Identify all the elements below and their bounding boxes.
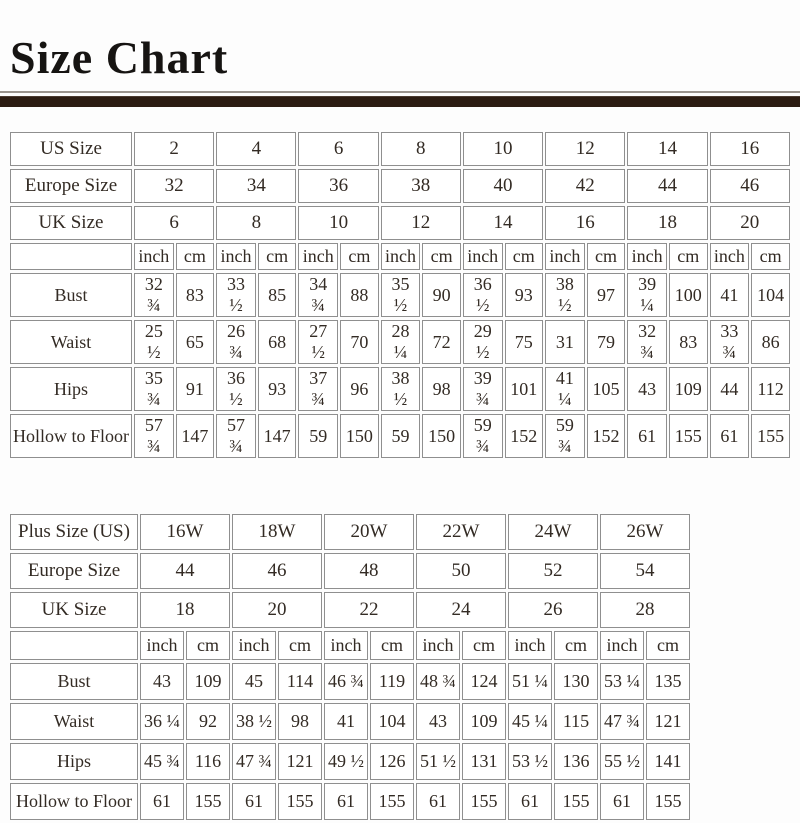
size-header-row [10, 553, 690, 589]
measure-inch-cell: 36 ¼ [140, 703, 184, 740]
measure-row [10, 663, 690, 700]
size-cell: 4 [216, 132, 296, 166]
measure-cm-cell: 88 [340, 273, 379, 317]
unit-cm-header: cm [505, 243, 544, 270]
measure-inch-cell: 29 ½ [463, 320, 503, 364]
measure-cm-cell: 101 [505, 367, 544, 411]
measure-cm-cell: 152 [587, 414, 626, 458]
measure-inch-cell: 41 ¼ [545, 367, 585, 411]
measure-cm-cell: 109 [186, 663, 230, 700]
tables-section [0, 129, 800, 823]
unit-inch-header: inch [416, 631, 460, 660]
size-cell: 16 [545, 206, 625, 240]
unit-cm-header: cm [340, 243, 379, 270]
unit-inch-header: inch [140, 631, 184, 660]
standard-size-table [8, 129, 792, 461]
size-cell: 40 [463, 169, 543, 203]
page-header [0, 0, 800, 107]
row-label: Waist [10, 320, 132, 364]
measure-cm-cell: 155 [462, 783, 506, 820]
measure-inch-cell: 49 ½ [324, 743, 368, 780]
row-label: Bust [10, 273, 132, 317]
measure-cm-cell: 136 [554, 743, 598, 780]
size-cell: 46 [710, 169, 790, 203]
measure-cm-cell: 92 [186, 703, 230, 740]
measure-inch-cell: 32 ¾ [134, 273, 174, 317]
size-cell: 26W [600, 514, 690, 550]
measure-inch-cell: 47 ¾ [600, 703, 644, 740]
measure-inch-cell: 38 ½ [381, 367, 421, 411]
measure-cm-cell: 97 [587, 273, 626, 317]
measure-cm-cell: 85 [258, 273, 297, 317]
size-cell: 22W [416, 514, 506, 550]
measure-cm-cell: 98 [278, 703, 322, 740]
row-label-empty [10, 243, 132, 270]
size-cell: 16 [710, 132, 790, 166]
measure-inch-cell: 53 ¼ [600, 663, 644, 700]
size-cell: 20W [324, 514, 414, 550]
size-cell: 50 [416, 553, 506, 589]
measure-row [10, 320, 790, 364]
measure-row [10, 414, 790, 458]
measure-cm-cell: 83 [176, 273, 215, 317]
measure-inch-cell: 33 ¾ [710, 320, 750, 364]
measure-cm-cell: 86 [751, 320, 790, 364]
measure-inch-cell: 31 [545, 320, 585, 364]
unit-inch-header: inch [627, 243, 667, 270]
measure-inch-cell: 39 ¼ [627, 273, 667, 317]
measure-cm-cell: 93 [258, 367, 297, 411]
measure-inch-cell: 59 ¾ [545, 414, 585, 458]
row-label: Waist [10, 703, 138, 740]
size-cell: 18 [140, 592, 230, 628]
row-label: Bust [10, 663, 138, 700]
row-label: UK Size [10, 206, 132, 240]
size-cell: 8 [381, 132, 461, 166]
measure-cm-cell: 135 [646, 663, 690, 700]
measure-cm-cell: 115 [554, 703, 598, 740]
measure-inch-cell: 44 [710, 367, 750, 411]
measure-inch-cell: 37 ¾ [298, 367, 338, 411]
measure-cm-cell: 83 [669, 320, 708, 364]
row-label: Europe Size [10, 553, 138, 589]
unit-inch-header: inch [600, 631, 644, 660]
size-cell: 12 [545, 132, 625, 166]
measure-cm-cell: 72 [422, 320, 461, 364]
unit-cm-header: cm [587, 243, 626, 270]
measure-inch-cell: 38 ½ [232, 703, 276, 740]
measure-inch-cell: 25 ½ [134, 320, 174, 364]
measure-row [10, 367, 790, 411]
size-cell: 18W [232, 514, 322, 550]
size-header-row [10, 592, 690, 628]
unit-inch-header: inch [381, 243, 421, 270]
header-rule-thick [0, 96, 800, 107]
measure-cm-cell: 155 [554, 783, 598, 820]
measure-cm-cell: 75 [505, 320, 544, 364]
unit-inch-header: inch [216, 243, 256, 270]
size-cell: 48 [324, 553, 414, 589]
measure-cm-cell: 105 [587, 367, 626, 411]
size-cell: 28 [600, 592, 690, 628]
row-label: Hips [10, 367, 132, 411]
unit-cm-header: cm [554, 631, 598, 660]
size-cell: 24W [508, 514, 598, 550]
measure-inch-cell: 61 [324, 783, 368, 820]
measure-inch-cell: 53 ½ [508, 743, 552, 780]
measure-inch-cell: 36 ½ [216, 367, 256, 411]
unit-cm-header: cm [258, 243, 297, 270]
unit-inch-header: inch [232, 631, 276, 660]
size-header-row [10, 132, 790, 166]
unit-inch-header: inch [545, 243, 585, 270]
row-label: Plus Size (US) [10, 514, 138, 550]
size-cell: 26 [508, 592, 598, 628]
size-cell: 20 [232, 592, 322, 628]
row-label: US Size [10, 132, 132, 166]
measure-inch-cell: 61 [627, 414, 667, 458]
measure-inch-cell: 47 ¾ [232, 743, 276, 780]
measure-cm-cell: 126 [370, 743, 414, 780]
measure-inch-cell: 36 ½ [463, 273, 503, 317]
size-cell: 36 [298, 169, 378, 203]
size-cell: 16W [140, 514, 230, 550]
measure-inch-cell: 33 ½ [216, 273, 256, 317]
measure-inch-cell: 43 [627, 367, 667, 411]
measure-cm-cell: 114 [278, 663, 322, 700]
measure-inch-cell: 61 [232, 783, 276, 820]
measure-row [10, 273, 790, 317]
measure-cm-cell: 155 [751, 414, 790, 458]
unit-inch-header: inch [134, 243, 174, 270]
row-label: Hips [10, 743, 138, 780]
size-cell: 20 [710, 206, 790, 240]
size-cell: 6 [298, 132, 378, 166]
measure-row [10, 703, 690, 740]
unit-cm-header: cm [646, 631, 690, 660]
measure-inch-cell: 46 ¾ [324, 663, 368, 700]
size-cell: 42 [545, 169, 625, 203]
size-header-row [10, 169, 790, 203]
measure-cm-cell: 121 [278, 743, 322, 780]
measure-cm-cell: 147 [176, 414, 215, 458]
measure-inch-cell: 45 [232, 663, 276, 700]
unit-cm-header: cm [751, 243, 790, 270]
measure-inch-cell: 41 [710, 273, 750, 317]
measure-inch-cell: 39 ¾ [463, 367, 503, 411]
size-cell: 2 [134, 132, 214, 166]
size-cell: 14 [627, 132, 707, 166]
unit-cm-header: cm [176, 243, 215, 270]
measure-cm-cell: 98 [422, 367, 461, 411]
size-cell: 46 [232, 553, 322, 589]
measure-inch-cell: 26 ¾ [216, 320, 256, 364]
unit-header-row [10, 631, 690, 660]
measure-inch-cell: 59 [381, 414, 421, 458]
size-header-row [10, 514, 690, 550]
size-cell: 22 [324, 592, 414, 628]
size-cell: 6 [134, 206, 214, 240]
measure-inch-cell: 61 [600, 783, 644, 820]
measure-inch-cell: 35 ½ [381, 273, 421, 317]
size-cell: 18 [627, 206, 707, 240]
measure-cm-cell: 112 [751, 367, 790, 411]
measure-cm-cell: 100 [669, 273, 708, 317]
size-cell: 44 [627, 169, 707, 203]
measure-cm-cell: 131 [462, 743, 506, 780]
size-cell: 12 [381, 206, 461, 240]
measure-inch-cell: 61 [416, 783, 460, 820]
measure-cm-cell: 70 [340, 320, 379, 364]
measure-cm-cell: 141 [646, 743, 690, 780]
measure-inch-cell: 59 ¾ [463, 414, 503, 458]
plus-size-table [8, 511, 792, 823]
page-title: Size Chart [10, 32, 229, 83]
header-rule-thin [0, 91, 800, 93]
measure-inch-cell: 34 ¾ [298, 273, 338, 317]
measure-inch-cell: 51 ½ [416, 743, 460, 780]
measure-cm-cell: 155 [370, 783, 414, 820]
measure-row [10, 783, 690, 820]
size-cell: 14 [463, 206, 543, 240]
size-cell: 52 [508, 553, 598, 589]
row-label: Europe Size [10, 169, 132, 203]
measure-inch-cell: 57 ¾ [134, 414, 174, 458]
measure-cm-cell: 91 [176, 367, 215, 411]
unit-cm-header: cm [370, 631, 414, 660]
measure-cm-cell: 150 [340, 414, 379, 458]
measure-cm-cell: 124 [462, 663, 506, 700]
measure-cm-cell: 155 [278, 783, 322, 820]
measure-inch-cell: 32 ¾ [627, 320, 667, 364]
measure-cm-cell: 96 [340, 367, 379, 411]
row-label: Hollow to Floor [10, 783, 138, 820]
unit-cm-header: cm [422, 243, 461, 270]
measure-inch-cell: 35 ¾ [134, 367, 174, 411]
measure-cm-cell: 152 [505, 414, 544, 458]
measure-cm-cell: 65 [176, 320, 215, 364]
measure-row [10, 743, 690, 780]
row-label: Hollow to Floor [10, 414, 132, 458]
row-label: UK Size [10, 592, 138, 628]
measure-cm-cell: 79 [587, 320, 626, 364]
standard-size-chart-table [8, 129, 792, 461]
measure-cm-cell: 104 [751, 273, 790, 317]
measure-cm-cell: 68 [258, 320, 297, 364]
size-cell: 44 [140, 553, 230, 589]
measure-inch-cell: 48 ¾ [416, 663, 460, 700]
measure-inch-cell: 38 ½ [545, 273, 585, 317]
size-cell: 8 [216, 206, 296, 240]
size-cell: 10 [298, 206, 378, 240]
unit-inch-header: inch [710, 243, 750, 270]
unit-cm-header: cm [669, 243, 708, 270]
measure-inch-cell: 61 [710, 414, 750, 458]
unit-cm-header: cm [462, 631, 506, 660]
measure-cm-cell: 155 [186, 783, 230, 820]
unit-inch-header: inch [508, 631, 552, 660]
unit-cm-header: cm [278, 631, 322, 660]
size-cell: 54 [600, 553, 690, 589]
measure-inch-cell: 45 ¼ [508, 703, 552, 740]
measure-inch-cell: 28 ¼ [381, 320, 421, 364]
measure-inch-cell: 59 [298, 414, 338, 458]
measure-cm-cell: 104 [370, 703, 414, 740]
unit-inch-header: inch [298, 243, 338, 270]
measure-cm-cell: 155 [646, 783, 690, 820]
measure-inch-cell: 41 [324, 703, 368, 740]
size-cell: 24 [416, 592, 506, 628]
size-cell: 10 [463, 132, 543, 166]
measure-inch-cell: 61 [140, 783, 184, 820]
measure-cm-cell: 150 [422, 414, 461, 458]
measure-inch-cell: 57 ¾ [216, 414, 256, 458]
row-label-empty [10, 631, 138, 660]
measure-inch-cell: 61 [508, 783, 552, 820]
measure-cm-cell: 109 [462, 703, 506, 740]
measure-inch-cell: 55 ½ [600, 743, 644, 780]
size-cell: 38 [381, 169, 461, 203]
measure-cm-cell: 109 [669, 367, 708, 411]
measure-inch-cell: 43 [416, 703, 460, 740]
unit-header-row [10, 243, 790, 270]
unit-inch-header: inch [324, 631, 368, 660]
size-header-row [10, 206, 790, 240]
measure-cm-cell: 121 [646, 703, 690, 740]
measure-cm-cell: 130 [554, 663, 598, 700]
measure-cm-cell: 90 [422, 273, 461, 317]
measure-cm-cell: 119 [370, 663, 414, 700]
unit-cm-header: cm [186, 631, 230, 660]
measure-inch-cell: 43 [140, 663, 184, 700]
measure-cm-cell: 93 [505, 273, 544, 317]
measure-inch-cell: 27 ½ [298, 320, 338, 364]
measure-inch-cell: 45 ¾ [140, 743, 184, 780]
measure-cm-cell: 147 [258, 414, 297, 458]
size-cell: 34 [216, 169, 296, 203]
size-cell: 32 [134, 169, 214, 203]
unit-inch-header: inch [463, 243, 503, 270]
measure-cm-cell: 155 [669, 414, 708, 458]
measure-cm-cell: 116 [186, 743, 230, 780]
measure-inch-cell: 51 ¼ [508, 663, 552, 700]
plus-size-chart-table [8, 511, 692, 823]
